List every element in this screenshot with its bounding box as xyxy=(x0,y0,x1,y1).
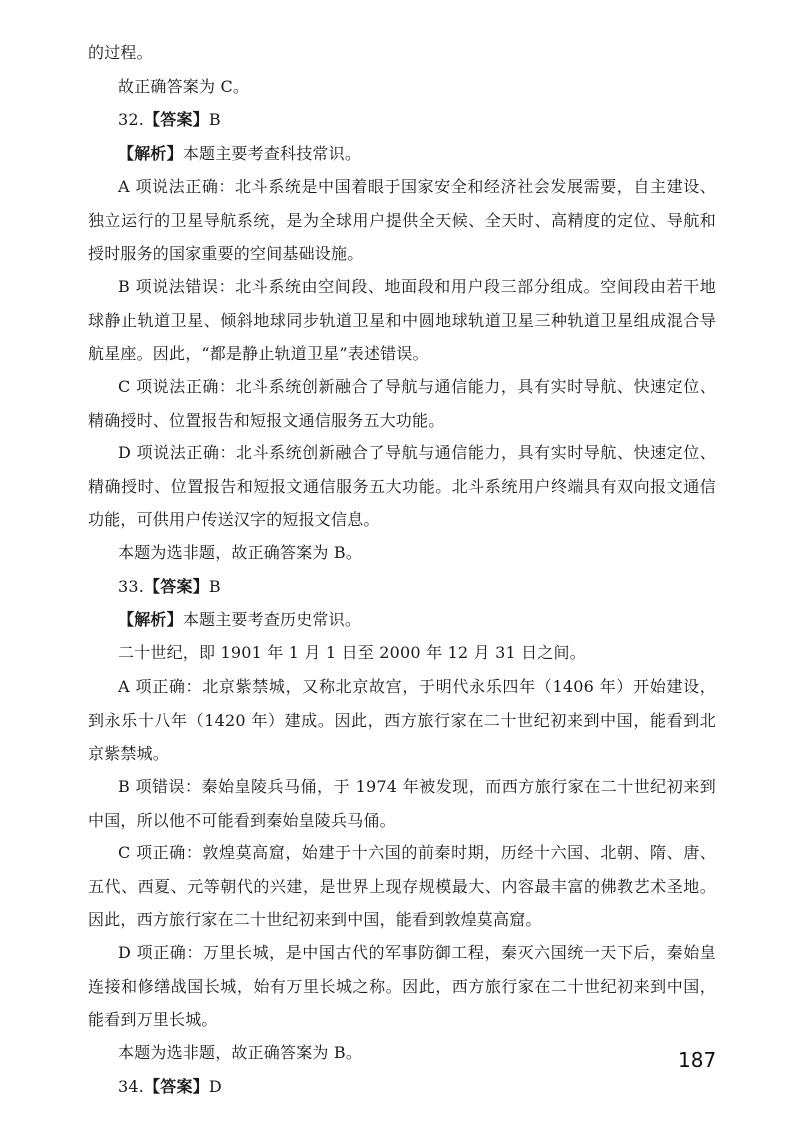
intro-33: 二十世纪，即 1901 年 1 月 1 日至 2000 年 12 月 31 日之间。 xyxy=(118,643,586,662)
question-number: 33. xyxy=(118,577,145,596)
answer-heading-32 xyxy=(88,103,716,137)
page-number: 187 xyxy=(678,1048,717,1072)
answer-tag: 【答案】 xyxy=(144,110,209,129)
option-b-32: B 项说法错误：北斗系统由空间段、地面段和用户段三部分组成。空间段由若干地球静止轨道卫星、倾斜地球同步轨道卫星和中圆地球轨道卫星三种轨道卫星组成混合导航星座。因此，“都是静止轨道卫星”表述错误。 xyxy=(88,277,716,363)
option-c-33: C 项正确：敦煌莫高窟，始建于十六国的前秦时期，历经十六国、北朝、隋、唐、五代、西夏、元等朝代的兴建，是世界上现存规模最大、内容最丰富的佛教艺术圣地。因此，西方旅行家在二十世纪初来到中国，能看到敦煌莫高窟。 xyxy=(88,843,716,929)
text-line: 故正确答案为 C。 xyxy=(118,77,250,96)
question-number: 34. xyxy=(118,1077,145,1096)
option-a-32: A 项说法正确：北斗系统是中国着眼于国家安全和经济社会发展需要，自主建设、独立运行的卫星导航系统，是为全球用户提供全天候、全天时、高精度的定位、导航和授时服务的国家重要的空间基础设施。 xyxy=(88,177,716,263)
analysis-32 xyxy=(88,137,716,171)
option-c-32: C 项说法正确：北斗系统创新融合了导航与通信能力，具有实时导航、快速定位、精确授时、位置报告和短报文通信服务五大功能。 xyxy=(88,377,716,430)
conclusion-33: 本题为选非题，故正确答案为 B。 xyxy=(118,1043,363,1062)
answer-value: B xyxy=(208,577,221,596)
option-b-33: B 项错误：秦始皇陵兵马俑，于 1974 年被发现，而西方旅行家在二十世纪初来到中国，所以他不可能看到秦始皇陵兵马俑。 xyxy=(88,777,716,830)
answer-value: D xyxy=(208,1077,222,1096)
option-d-33: D 项正确：万里长城，是中国古代的军事防御工程，秦灭六国统一天下后，秦始皇连接和修缮战国长城，始有万里长城之称。因此，西方旅行家在二十世纪初来到中国，能看到万里长城。 xyxy=(88,943,716,1029)
answer-heading-34 xyxy=(88,1070,716,1104)
option-a-33: A 项正确：北京紫禁城，又称北京故宫，于明代永乐四年（1406 年）开始建设，到永乐十八年（1420 年）建成。因此，西方旅行家在二十世纪初来到中国，能看到北京紫禁城。 xyxy=(88,677,716,763)
analysis-text: 本题主要考查历史常识。 xyxy=(182,610,362,629)
answer-tag: 【答案】 xyxy=(144,577,209,596)
question-number: 32. xyxy=(118,110,145,129)
conclusion-32: 本题为选非题，故正确答案为 B。 xyxy=(118,543,363,562)
analysis-text: 本题主要考查科技常识。 xyxy=(182,144,362,163)
answer-tag: 【答案】 xyxy=(144,1077,209,1096)
answer-value: B xyxy=(208,110,221,129)
analysis-tag: 【解析】 xyxy=(118,144,183,163)
option-d-32: D 项说法正确：北斗系统创新融合了导航与通信能力，具有实时导航、快速定位、精确授时、位置报告和短报文通信服务五大功能。北斗系统用户终端具有双向报文通信功能，可供用户传送汉字的短报文信息。 xyxy=(88,443,716,529)
answer-heading-33 xyxy=(88,570,716,604)
paragraph xyxy=(88,70,716,104)
paragraph xyxy=(88,36,716,70)
analysis-33 xyxy=(88,603,716,637)
analysis-tag: 【解析】 xyxy=(118,610,183,629)
text-line: 的过程。 xyxy=(88,43,153,62)
